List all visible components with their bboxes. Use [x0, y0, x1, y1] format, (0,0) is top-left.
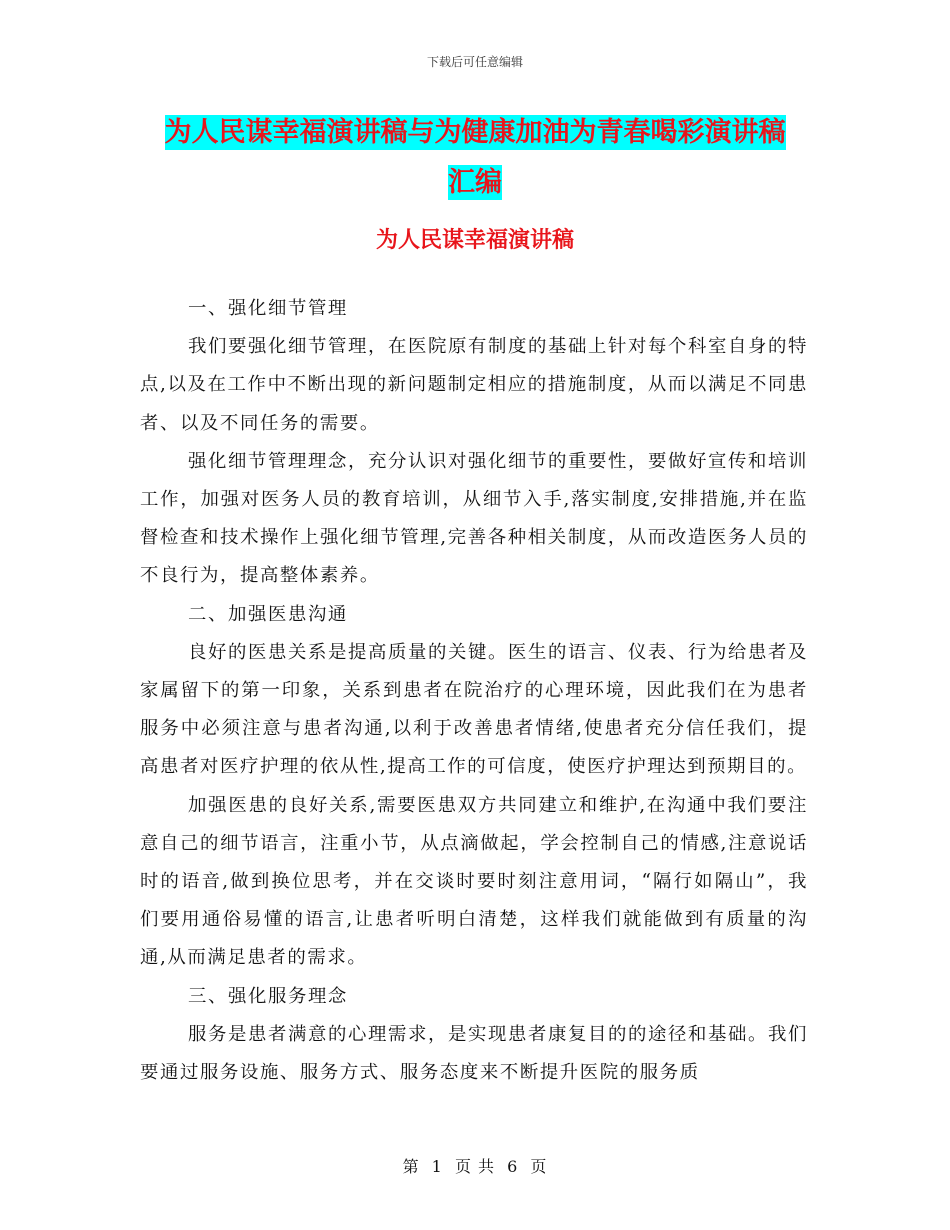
document-body — [140, 290, 808, 1092]
document-title-line-1: 为人民谋幸福演讲稿与为健康加油为青春喝彩演讲稿 — [164, 117, 786, 148]
footer-suffix: 页 — [530, 1157, 548, 1176]
page-total: 6 — [507, 1157, 519, 1176]
document-title — [140, 108, 810, 208]
paragraph: 加强医患的良好关系,需要医患双方共同建立和维护,在沟通中我们要注意自己的细节语言，注重小节，从点滴做起，学会控制自己的情感,注意说话时的语音,做到换位思考，并在交谈时要时刻注意用词，“隔行如隔山”，我们要用通俗易懂的语言,让患者听明白清楚，这样我们就能做到有质量的沟通,从而满足患者的需求。 — [140, 794, 808, 969]
page-number: 1 — [431, 1157, 443, 1176]
section-title: 为人民谋幸福演讲稿 — [375, 227, 574, 253]
header-note: 下载后可任意编辑 — [426, 55, 523, 69]
footer-mid: 页 共 — [454, 1157, 496, 1176]
paragraph: 强化细节管理理念，充分认识对强化细节的重要性，要做好宣传和培训工作，加强对医务人员的教育培训，从细节入手,落实制度,安排措施,并在监督检查和技术操作上强化细节管理,完善各种相关制度，从而改造医务人员的不良行为，提高整体素养。 — [140, 450, 808, 587]
paragraph: 我们要强化细节管理，在医院原有制度的基础上针对每个科室自身的特点,以及在工作中不断出现的新问题制定相应的措施制度，从而以满足不同患者、以及不同任务的需要。 — [140, 336, 808, 434]
heading-service-concept: 三、强化服务理念 — [188, 985, 348, 1007]
paragraph: 良好的医患关系是提高质量的关键。医生的语言、仪表、行为给患者及家属留下的第一印象，关系到患者在院治疗的心理环境，因此我们在为患者服务中必须注意与患者沟通,以利于改善患者情绪,使患者充分信任我们，提高患者对医疗护理的依从性,提高工作的可信度，使医疗护理达到预期目的。 — [140, 641, 808, 778]
document-title-line-2: 汇编 — [448, 167, 502, 198]
page-footer — [0, 1154, 950, 1177]
paragraph: 服务是患者满意的心理需求，是实现患者康复目的的途径和基础。我们要通过服务设施、服务方式、服务态度来不断提升医院的服务质 — [140, 1023, 808, 1084]
heading-strengthen-detail-management: 一、强化细节管理 — [188, 298, 348, 319]
footer-prefix: 第 — [402, 1157, 420, 1176]
heading-doctor-patient-communication: 二、加强医患沟通 — [188, 603, 348, 625]
